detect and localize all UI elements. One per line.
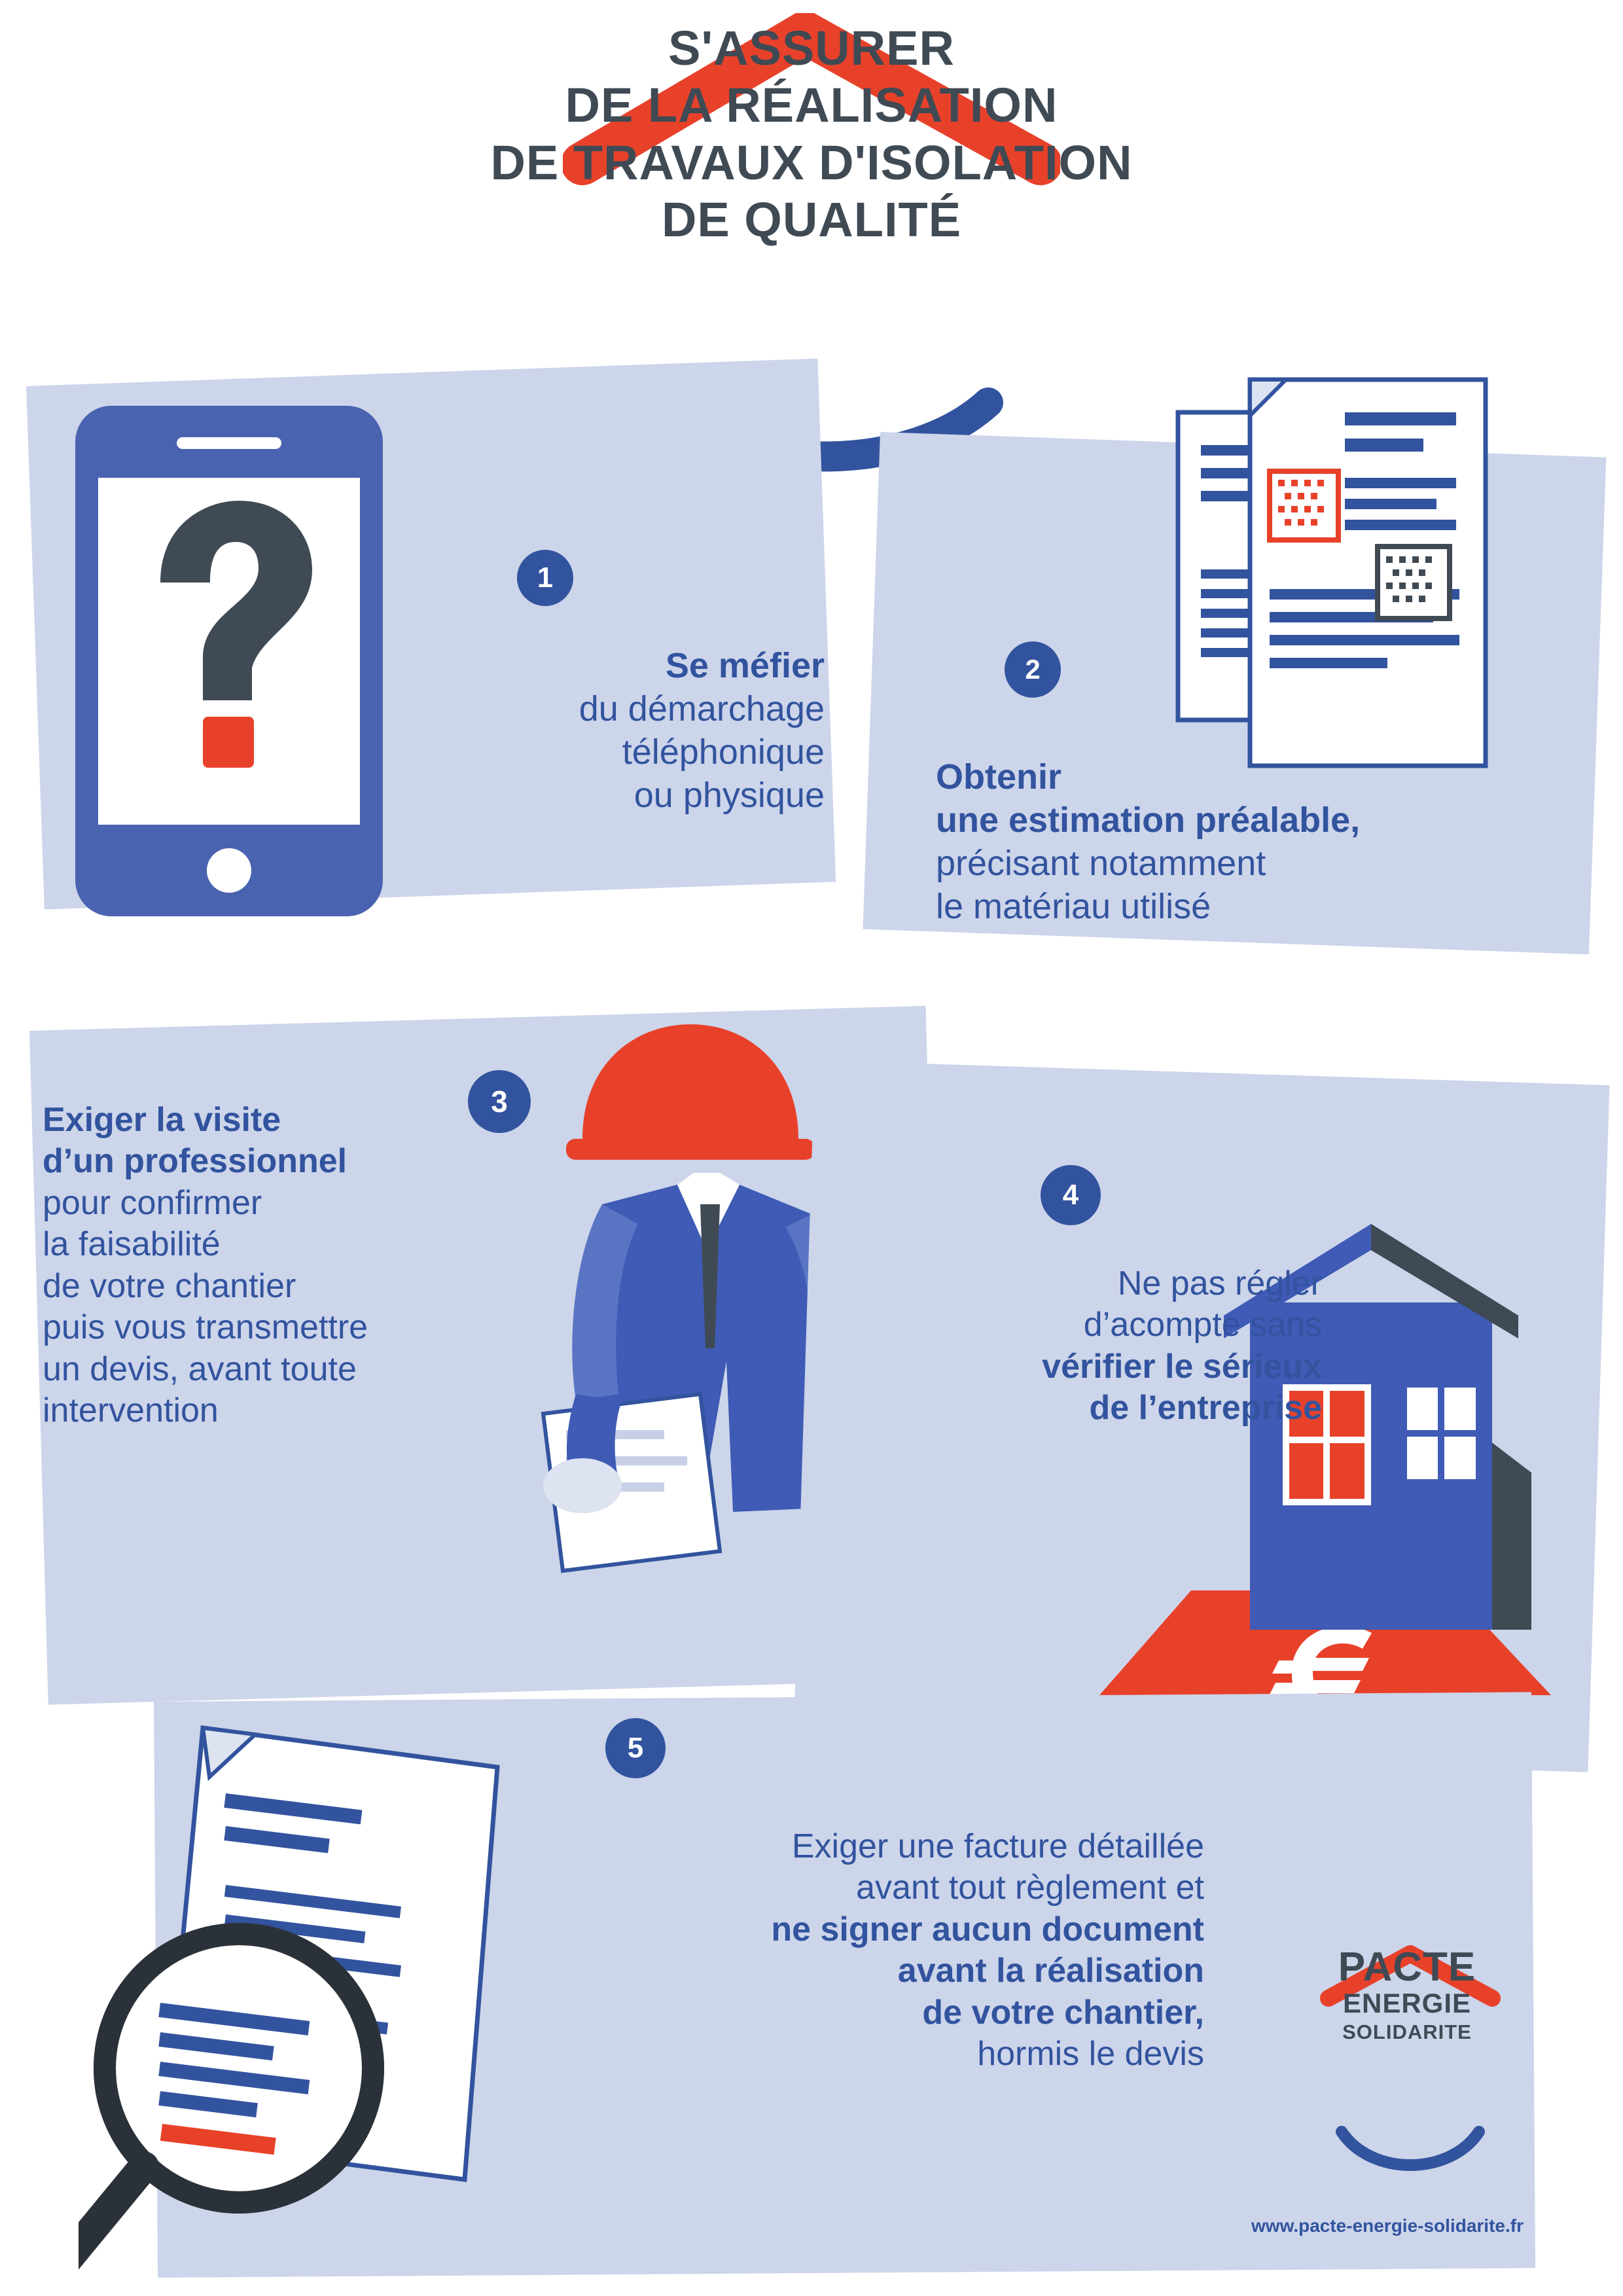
step-3-line-5: de votre chantier — [43, 1266, 296, 1305]
step-2-number-badge: 2 — [1005, 641, 1061, 698]
logo — [1270, 1947, 1544, 2046]
step-4-line-1: Ne pas régler — [1117, 1265, 1322, 1302]
step-3-line-7: un devis, avant toute — [43, 1350, 357, 1388]
step-5-line-4: avant la réalisation — [897, 1952, 1204, 1990]
step-5-line-2: avant tout règlement et — [856, 1869, 1204, 1907]
step-5-line-1: Exiger une facture détaillée — [791, 1827, 1204, 1865]
step-2-line-3: précisant notamment — [936, 843, 1266, 883]
step-2-line-4: le matériau utilisé — [936, 886, 1211, 926]
logo-smile-icon — [1332, 2124, 1489, 2183]
step-5-number-badge: 5 — [605, 1718, 666, 1778]
step-4-number-badge: 4 — [1041, 1165, 1101, 1225]
logo-energie: ENERGIE — [1342, 1988, 1472, 2018]
step-5-line-3: ne signer aucun document — [771, 1910, 1204, 1948]
smartphone-question-icon — [62, 393, 402, 929]
step-2-line-2: une estimation préalable, — [936, 800, 1361, 840]
step-1-line-2: du démarchage — [579, 689, 825, 728]
step-1-text — [406, 645, 825, 817]
logo-pacte: PACTE — [1338, 1945, 1476, 1990]
step-5-text — [524, 1826, 1204, 2075]
title-line-4: DE QUALITÉ — [661, 192, 962, 247]
step-2-line-1: Obtenir — [936, 757, 1062, 797]
step-3-text — [43, 1100, 560, 1432]
step-4-line-2: d’acompte sans — [1083, 1306, 1322, 1344]
step-4-line-4: de l’entreprise — [1089, 1389, 1322, 1427]
step-5-line-6: hormis le devis — [977, 2035, 1204, 2073]
step-4-text — [870, 1263, 1322, 1429]
step-3-line-4: la faisabilité — [43, 1225, 221, 1264]
title-line-1: S'ASSURER — [668, 21, 955, 75]
step-3-line-6: puis vous transmettre — [43, 1308, 368, 1347]
step-3-line-2: d’un professionnel — [43, 1142, 348, 1181]
step-1-line-3: téléphonique — [622, 732, 825, 772]
step-3-number-badge: 3 — [468, 1070, 531, 1133]
step-1-number-badge: 1 — [517, 550, 573, 606]
title-line-2: DE LA RÉALISATION — [565, 78, 1058, 133]
page-title — [393, 20, 1230, 248]
step-1-line-1: Se méfier — [665, 646, 825, 685]
step-4-line-3: vérifier le sérieux — [1042, 1347, 1322, 1386]
website-url[interactable]: www.pacte-energie-solidarite.fr — [1251, 2215, 1524, 2236]
step-1-line-4: ou physique — [633, 775, 825, 815]
magnifier-invoice-icon — [79, 1695, 550, 2284]
documents-icon — [1171, 373, 1512, 779]
step-3-line-1: Exiger la visite — [43, 1101, 281, 1139]
step-5-line-5: de votre chantier, — [922, 1993, 1204, 2032]
logo-solidarite: SOLIDARITE — [1342, 2020, 1472, 2044]
title-line-3: DE TRAVAUX D'ISOLATION — [490, 135, 1133, 190]
step-3-line-8: intervention — [43, 1391, 219, 1430]
step-2-text — [936, 756, 1564, 929]
step-3-line-3: pour confirmer — [43, 1183, 262, 1222]
